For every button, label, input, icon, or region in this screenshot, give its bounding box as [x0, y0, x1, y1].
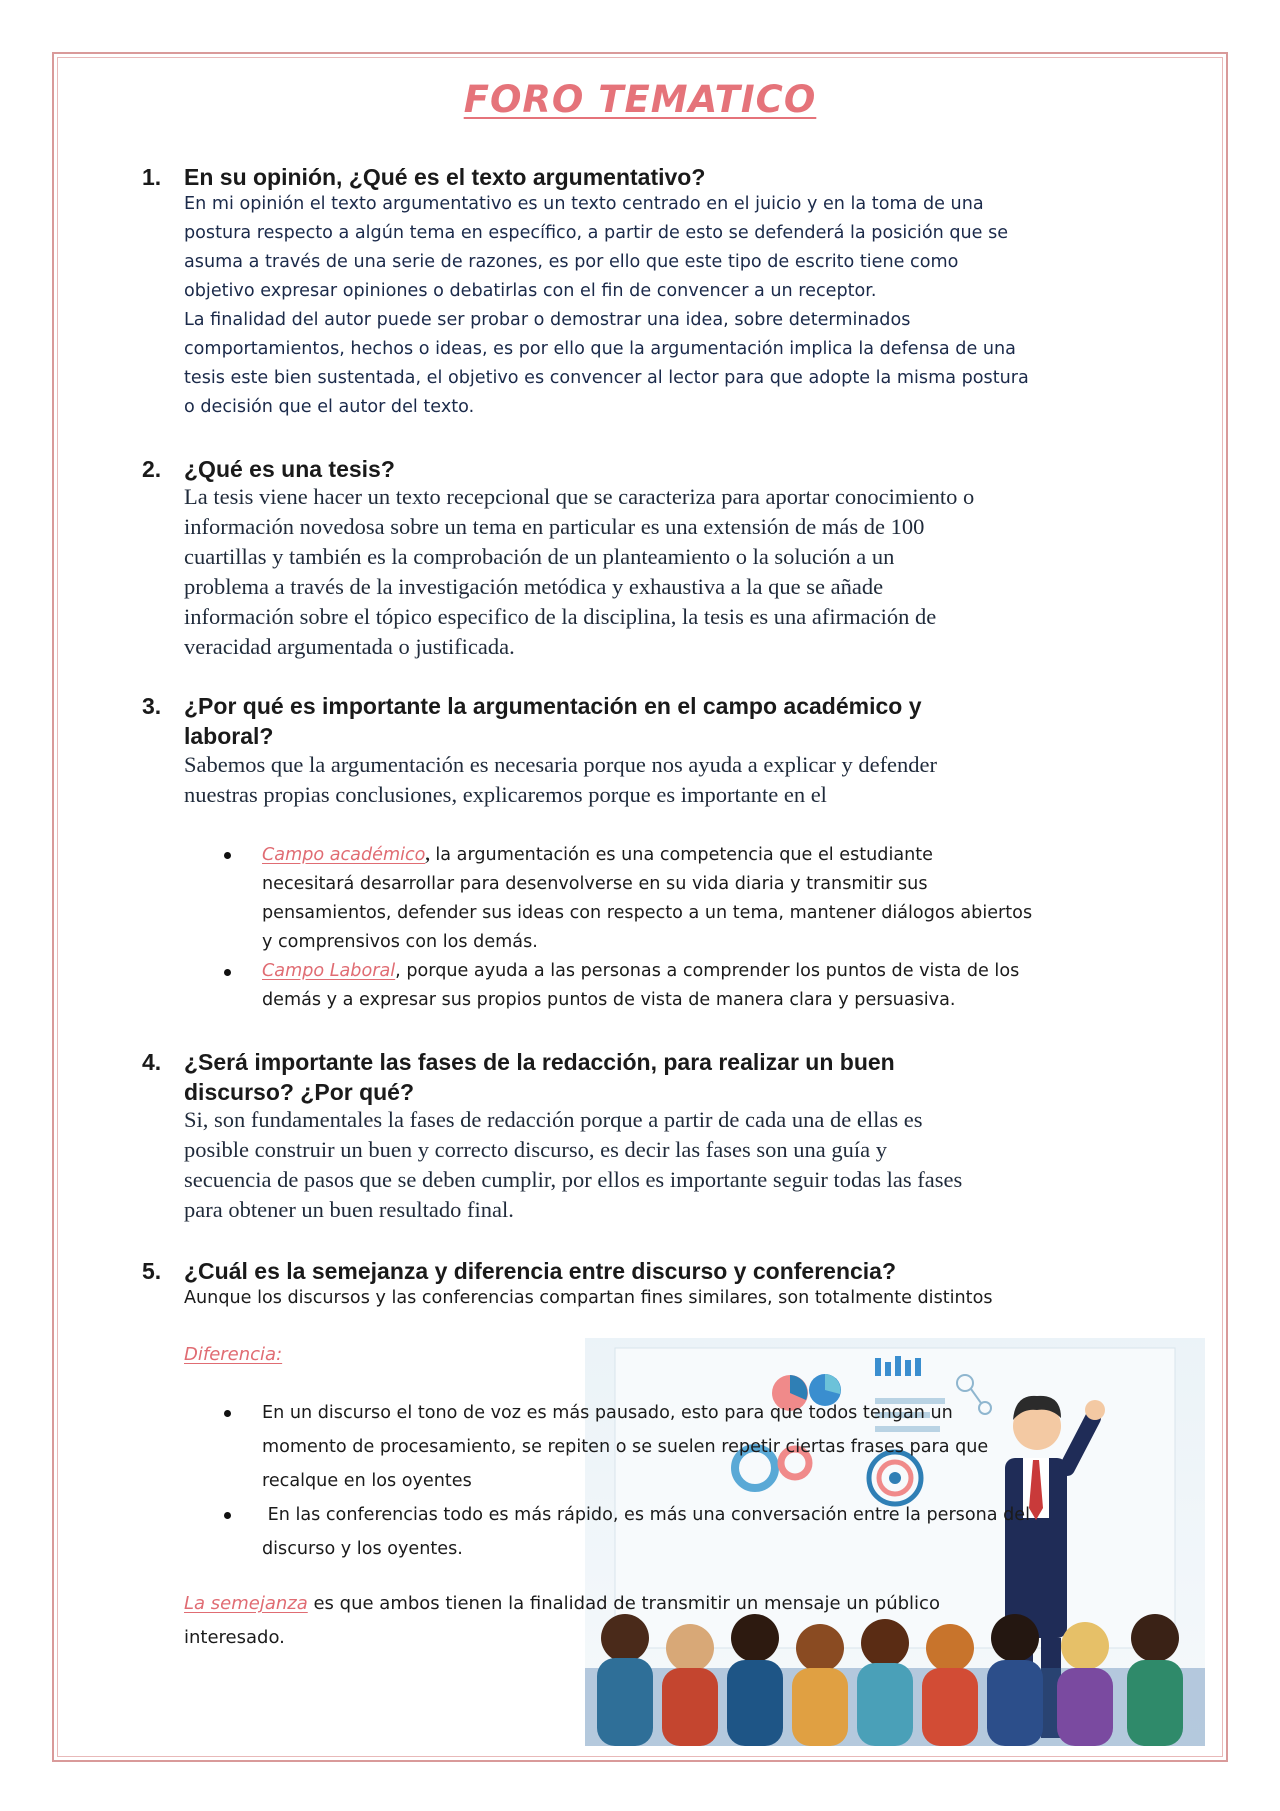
bullet-line: En las conferencias todo es más rápido, es más una conversación entre la persona del: [262, 1505, 1031, 1525]
audience-person: [1127, 1614, 1183, 1746]
campo-academico-link[interactable]: Campo académico: [262, 845, 426, 865]
semejanza-link[interactable]: La semejanza: [184, 1593, 308, 1614]
answer-line: postura respecto a algún tema en específico, a partir de esto se defenderá la posición que se: [184, 223, 1009, 243]
bullet-punct: ,: [425, 844, 430, 864]
diferencia-heading: [184, 1340, 282, 1369]
question-3: [142, 691, 1102, 751]
answer-3-intro: [184, 750, 1104, 810]
answer-line: Si, son fundamentales la fases de redacción porque a partir de cada una de ellas es: [184, 1107, 923, 1132]
answer-3-bullets: [224, 840, 1104, 1015]
answer-2: [184, 482, 1104, 662]
bullet-campo-laboral: [224, 957, 1104, 1015]
question-2: [142, 454, 1102, 484]
question-line: laboral?: [184, 723, 274, 749]
question-text: [184, 691, 1102, 751]
bullet-conferencias: [224, 1498, 1104, 1566]
bullet-dot: [224, 969, 231, 976]
bullet-discurso: [224, 1396, 1104, 1498]
bullet-line: demás y a expresar sus propios puntos de vista de manera clara y persuasiva.: [262, 990, 956, 1010]
answer-line: problema a través de la investigación metódica y exhaustiva a la que se añade: [184, 574, 884, 599]
semejanza-text: interesado.: [184, 1627, 285, 1648]
bullet-line: recalque en los oyentes: [262, 1471, 472, 1491]
answer-line: secuencia de pasos que se deben cumplir, por ellos es importante seguir todas las fases: [184, 1167, 963, 1192]
question-text: En su opinión, ¿Qué es el texto argumentativo?: [184, 164, 706, 190]
bullet-line: y comprensivos con los demás.: [262, 932, 538, 952]
question-line: ¿Por qué es importante la argumentación en el campo académico y: [184, 693, 922, 719]
question-1: [142, 162, 1102, 192]
answer-line: cuartillas y también es la comprobación de un planteamiento o la solución a un: [184, 544, 895, 569]
question-text: ¿Cuál es la semejanza y diferencia entre discurso y conferencia?: [184, 1258, 897, 1284]
question-line: discurso? ¿Por qué?: [184, 1079, 415, 1105]
semejanza-paragraph: [184, 1587, 1084, 1655]
bullet-text: la argumentación es una competencia que el estudiante: [429, 845, 933, 865]
answer-line: para obtener un buen resultado final.: [184, 1197, 514, 1222]
bullet-campo-academico: [224, 840, 1104, 957]
answer-5-intro: Aunque los discursos y las conferencias compartan fines similares, son totalmente distintos: [184, 1288, 993, 1308]
answer-1: [184, 190, 1104, 422]
question-line: ¿Será importante las fases de la redacción, para realizar un buen: [184, 1049, 895, 1075]
answer-line: nuestras propias conclusiones, explicaremos porque es importante en el: [184, 782, 827, 807]
bullet-line: discurso y los oyentes.: [262, 1539, 463, 1559]
diferencia-link[interactable]: Diferencia:: [184, 1344, 283, 1365]
question-number: 3.: [142, 693, 162, 719]
answer-line: comportamientos, hechos o ideas, es por ello que la argumentación implica la defensa de una: [184, 339, 1016, 359]
question-number: 1.: [142, 164, 162, 190]
answer-line: tesis este bien sustentada, el objetivo es convencer al lector para que adopte la misma postura: [184, 368, 1029, 388]
bullet-line: En un discurso el tono de voz es más pausado, esto para que todos tengan un: [262, 1403, 953, 1423]
answer-4: [184, 1105, 1104, 1225]
page-title: FORO TEMATICO: [463, 78, 817, 121]
answer-5-bullets: [224, 1396, 1104, 1566]
semejanza-text: es que ambos tienen la finalidad de transmitir un mensaje un público: [307, 1593, 940, 1614]
answer-line: posible construir un buen y correcto discurso, es decir las fases son una guía y: [184, 1137, 887, 1162]
answer-line: información novedosa sobre un tema en particular es una extensión de más de 100: [184, 514, 925, 539]
answer-line: La tesis viene hacer un texto recepcional que se caracteriza para aportar conocimiento o: [184, 484, 975, 509]
question-4: [142, 1047, 1102, 1107]
bullet-line: necesitará desarrollar para desenvolverse en su vida diaria y transmitir sus: [262, 874, 928, 894]
question-5: [142, 1256, 1102, 1286]
bullet-dot: [224, 852, 231, 859]
campo-laboral-link[interactable]: Campo Laboral: [262, 961, 396, 981]
question-text: ¿Qué es una tesis?: [184, 456, 395, 482]
bullet-line: momento de procesamiento, se repiten o se suelen repetir ciertas frases para que: [262, 1437, 989, 1457]
bullet-dot: [224, 1410, 231, 1417]
question-text: [184, 1047, 1102, 1107]
answer-line: Sabemos que la argumentación es necesaria porque nos ayuda a explicar y defender: [184, 752, 938, 777]
bullet-text: , porque ayuda a las personas a comprender los puntos de vista de los: [395, 961, 1020, 981]
question-number: 5.: [142, 1258, 162, 1284]
answer-line: objetivo expresar opiniones o debatirlas con el fin de convencer a un receptor.: [184, 281, 877, 301]
bullet-line: pensamientos, defender sus ideas con respecto a un tema, mantener diálogos abiertos: [262, 903, 1033, 923]
bullet-dot: [224, 1512, 231, 1519]
answer-line: asuma a través de una serie de razones, es por ello que este tipo de escrito tiene como: [184, 252, 959, 272]
answer-line: En mi opinión el texto argumentativo es un texto centrado en el juicio y en la toma de una: [184, 194, 984, 214]
answer-line: La finalidad del autor puede ser probar o demostrar una idea, sobre determinados: [184, 310, 911, 330]
answer-line: o decisión que el autor del texto.: [184, 397, 475, 417]
answer-line: veracidad argumentada o justificada.: [184, 634, 515, 659]
answer-line: información sobre el tópico especifico de la disciplina, la tesis es una afirmación de: [184, 604, 937, 629]
question-number: 2.: [142, 456, 162, 482]
question-number: 4.: [142, 1049, 162, 1075]
